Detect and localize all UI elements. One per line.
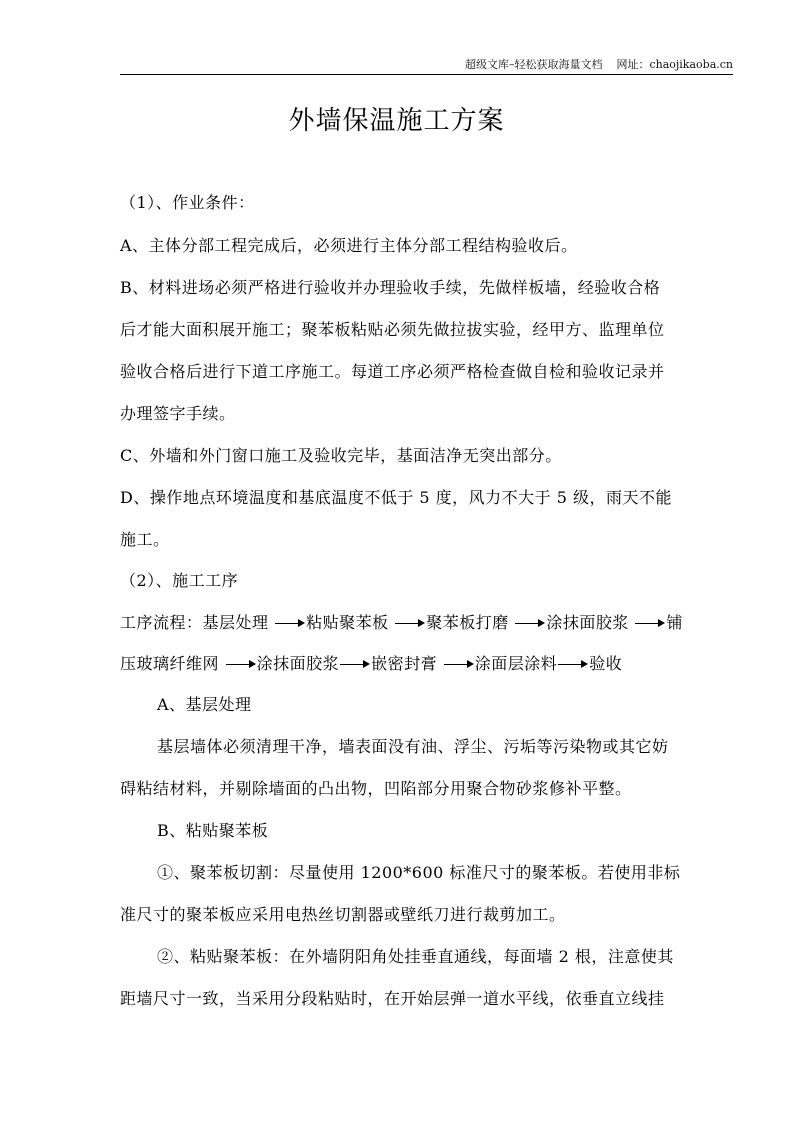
arrow-right-icon xyxy=(340,659,370,671)
flow-step: 涂抹面胶浆 xyxy=(546,613,629,632)
site-url: 网址：chaojikaoba.cn xyxy=(616,58,733,71)
arrow-right-icon xyxy=(275,618,305,630)
subsection-a-line2: 碍粘结材料，并剔除墙面的凸出物，凹陷部分用聚合物砂浆修补平整。 xyxy=(120,779,632,798)
flow-label: 工序流程： xyxy=(120,613,203,632)
arrow-right-icon xyxy=(635,618,665,630)
condition-b-line1: B、材料进场必须严格进行验收并办理验收手续，先做样板墙，经验收合格 xyxy=(120,278,661,297)
condition-a: A、主体分部工程完成后，必须进行主体分部工程结构验收后。 xyxy=(120,236,578,255)
subsection-b-item1-line2: 准尺寸的聚苯板应采用电热丝切割器或壁纸刀进行裁剪加工。 xyxy=(120,905,566,924)
process-flow-line1 xyxy=(120,610,683,633)
condition-d-line2: 施工。 xyxy=(120,530,170,549)
condition-b-line4: 办理签字手续。 xyxy=(120,404,236,423)
flow-step: 涂面层涂料 xyxy=(474,654,558,673)
flow-step: 验收 xyxy=(589,654,623,673)
subsection-b-heading: B、粘贴聚苯板 xyxy=(157,821,269,840)
section2-heading: （2）、施工工序 xyxy=(120,571,239,590)
flow-step: 涂抹面胶浆 xyxy=(256,654,340,673)
arrow-right-icon xyxy=(515,618,545,630)
subsection-b-item1-line1: ①、聚苯板切割：尽量使用 1200*600 标准尺寸的聚苯板。若使用非标 xyxy=(157,863,681,882)
process-flow-line2 xyxy=(120,651,622,674)
document-title: 外墙保温施工方案 xyxy=(288,106,505,136)
condition-b-line3: 验收合格后进行下道工序施工。每道工序必须严格检查做自检和验收记录并 xyxy=(120,362,665,381)
flow-step: 粘贴聚苯板 xyxy=(306,613,389,632)
subsection-a-heading: A、基层处理 xyxy=(157,695,252,714)
subsection-b-item2-line2: 距墙尺寸一致，当采用分段粘贴时，在开始层弹一道水平线，依垂直立线挂 xyxy=(120,989,665,1008)
page-header xyxy=(120,56,733,75)
flow-step: 压玻璃纤维网 xyxy=(120,654,220,673)
subsection-b-item2-line1: ②、粘贴聚苯板：在外墙阴阳角处挂垂直通线，每面墙 2 根，注意使其 xyxy=(157,947,674,966)
section1-heading: （1）、作业条件： xyxy=(120,193,255,212)
arrow-right-icon xyxy=(395,618,425,630)
flow-step: 嵌密封膏 xyxy=(371,654,438,673)
flow-step: 聚苯板打磨 xyxy=(426,613,509,632)
subsection-a-line1: 基层墙体必须清理干净，墙表面没有油、浮尘、污垢等污染物或其它妨 xyxy=(157,737,669,756)
condition-c: C、外墙和外门窗口施工及验收完毕，基面洁净无突出部分。 xyxy=(120,446,562,465)
arrow-right-icon xyxy=(226,659,256,671)
site-name: 超级文库–轻松获取海量文档 xyxy=(464,58,603,71)
flow-step: 基层处理 xyxy=(202,613,269,632)
condition-d-line1: D、操作地点环境温度和基底温度不低于 5 度，风力不大于 5 级，雨天不能 xyxy=(120,488,673,507)
arrow-right-icon xyxy=(558,659,588,671)
condition-b-line2: 后才能大面积展开施工；聚苯板粘贴必须先做拉拔实验，经甲方、监理单位 xyxy=(120,320,665,339)
arrow-right-icon xyxy=(444,659,474,671)
flow-step: 铺 xyxy=(666,613,683,632)
